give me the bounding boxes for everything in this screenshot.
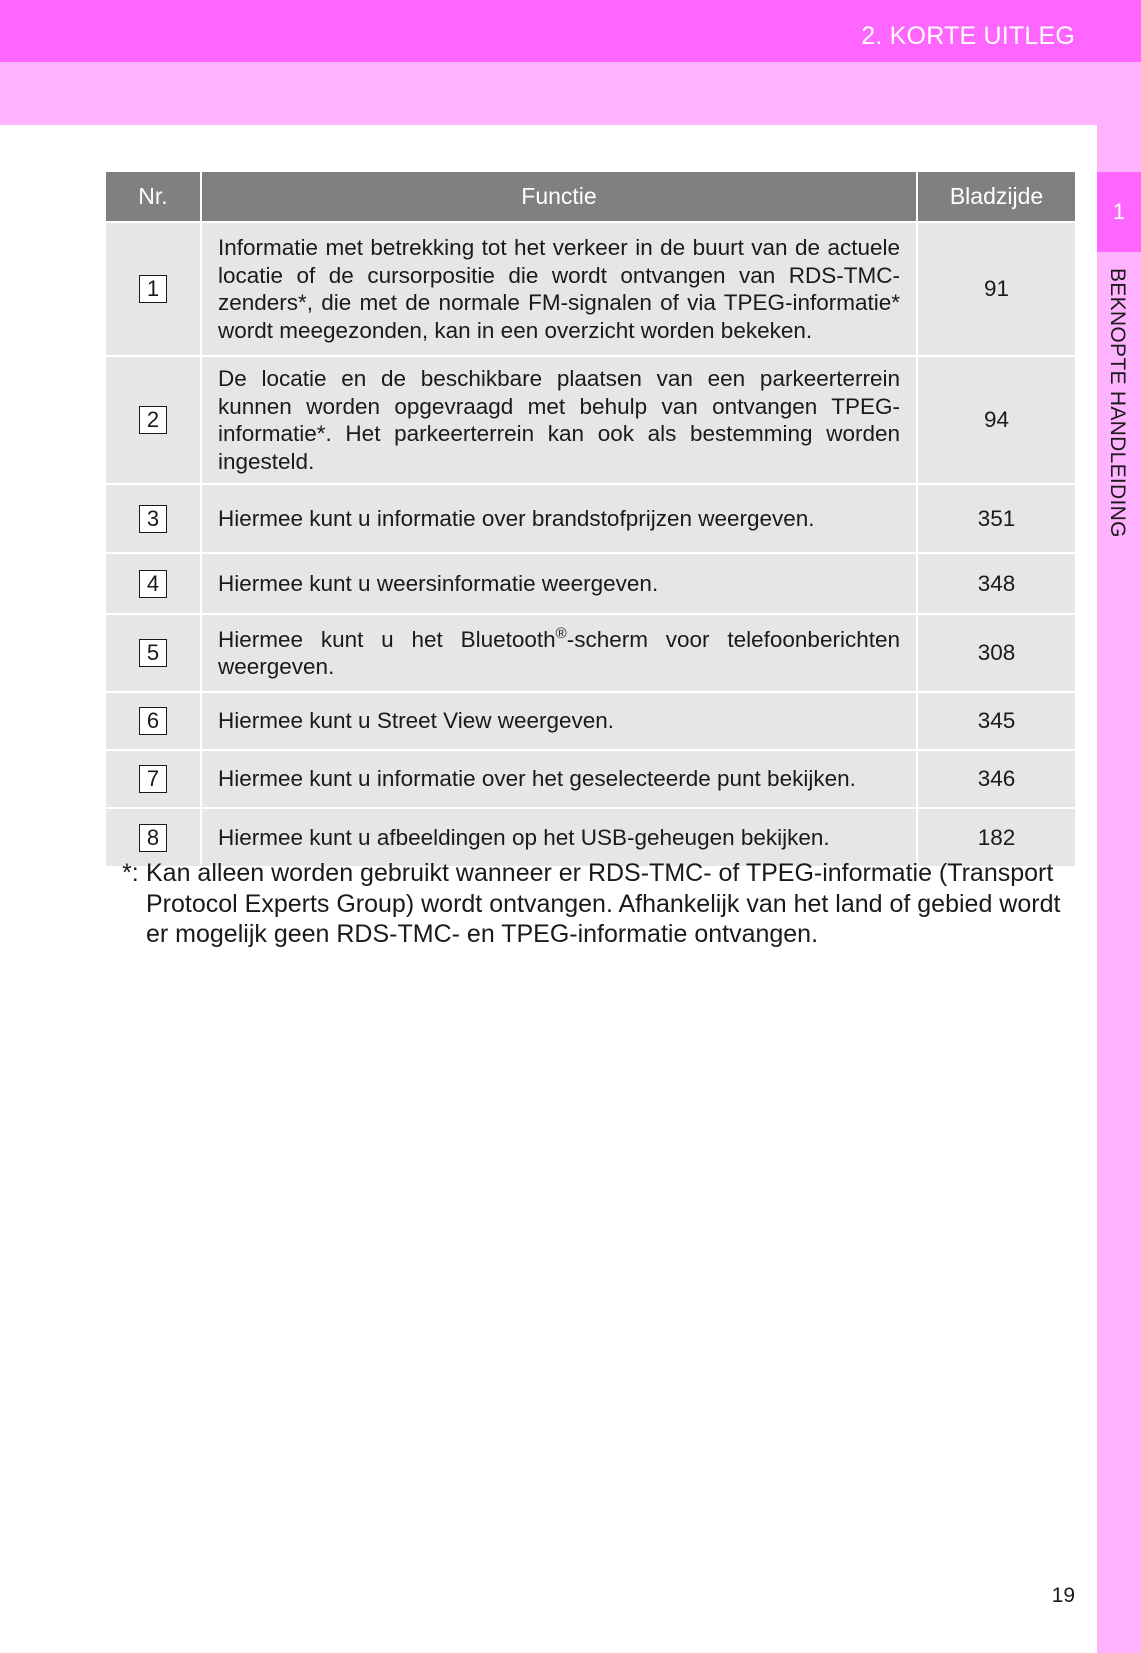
row-page-cell: 91 xyxy=(917,222,1075,356)
chapter-label-text: BEKNOPTE HANDLEIDING xyxy=(1106,268,1129,538)
table-row xyxy=(106,484,1075,553)
row-page-cell: 308 xyxy=(917,614,1075,692)
row-number-cell xyxy=(106,356,201,484)
page-number: 19 xyxy=(1051,1584,1075,1607)
row-function-cell: Informatie met betrekking tot het verkeer in de buurt van de actuele locatie of de cursorpositie die wordt ontvangen van RDS-TMC-zenders*, die met de normale FM-signalen of via TPEG-informatie* wordt meegezonden, kan in een overzicht worden bekeken. xyxy=(201,222,917,356)
table-row xyxy=(106,356,1075,484)
column-header-bladzijde: Bladzijde xyxy=(917,172,1075,222)
chapter-tab-number[interactable]: 1 xyxy=(1097,172,1141,252)
footnote-marker: *: xyxy=(122,859,139,887)
row-number-badge: 3 xyxy=(139,505,167,533)
header-sub-band xyxy=(0,62,1141,125)
row-number-badge: 5 xyxy=(139,639,167,667)
function-text-part: -scherm voor telefoonberichten weergeven. xyxy=(218,626,900,679)
column-header-functie: Functie xyxy=(201,172,917,222)
chapter-tab-label xyxy=(1097,268,1141,568)
table-row xyxy=(106,614,1075,692)
column-header-nr: Nr. xyxy=(106,172,201,222)
row-function-cell: Hiermee kunt u informatie over brandstofprijzen weergeven. xyxy=(201,484,917,553)
row-number-cell xyxy=(106,750,201,808)
header-band xyxy=(0,0,1141,62)
row-number-cell xyxy=(106,553,201,614)
table-row xyxy=(106,553,1075,614)
row-number-badge: 8 xyxy=(139,824,167,852)
row-function-cell: Hiermee kunt u afbeeldingen op het USB-geheugen bekijken. xyxy=(201,808,917,866)
row-number-badge: 4 xyxy=(139,570,167,598)
table-row xyxy=(106,750,1075,808)
footnote-text: Kan alleen worden gebruikt wanneer er RDS-TMC- of TPEG-informatie (Transport Protocol Experts Group) wordt ontvangen. Afhankelijk van het land of gebied wordt er mogelijk geen RDS-TMC- en TPEG-informatie ontvangen. xyxy=(146,859,1061,948)
table-row xyxy=(106,692,1075,750)
row-number-badge: 6 xyxy=(139,707,167,735)
row-number-badge: 2 xyxy=(139,406,167,434)
function-text-part: Hiermee kunt u het Bluetooth xyxy=(218,626,556,652)
table-header-row xyxy=(106,172,1075,222)
row-number-cell xyxy=(106,222,201,356)
row-number-cell xyxy=(106,614,201,692)
row-page-cell: 182 xyxy=(917,808,1075,866)
row-page-cell: 351 xyxy=(917,484,1075,553)
row-number-badge: 1 xyxy=(139,275,167,303)
row-function-cell: De locatie en de beschikbare plaatsen van een parkeerterrein kunnen worden opgevraagd met behulp van ontvangen TPEG-informatie*. Het parkeerterrein kan ook als bestemming worden ingesteld. xyxy=(201,356,917,484)
row-page-cell: 346 xyxy=(917,750,1075,808)
registered-mark: ® xyxy=(555,624,567,642)
row-function-cell: Hiermee kunt u informatie over het geselecteerde punt bekijken. xyxy=(201,750,917,808)
row-page-cell: 345 xyxy=(917,692,1075,750)
row-function-cell xyxy=(201,614,917,692)
row-number-cell xyxy=(106,484,201,553)
row-number-badge: 7 xyxy=(139,765,167,793)
table-row xyxy=(106,222,1075,356)
footnote xyxy=(122,858,1062,950)
function-table xyxy=(106,172,1075,866)
row-function-cell: Hiermee kunt u weersinformatie weergeven. xyxy=(201,553,917,614)
row-page-cell: 94 xyxy=(917,356,1075,484)
row-function-cell: Hiermee kunt u Street View weergeven. xyxy=(201,692,917,750)
section-title: 2. KORTE UITLEG xyxy=(861,22,1075,50)
row-number-cell xyxy=(106,692,201,750)
row-page-cell: 348 xyxy=(917,553,1075,614)
